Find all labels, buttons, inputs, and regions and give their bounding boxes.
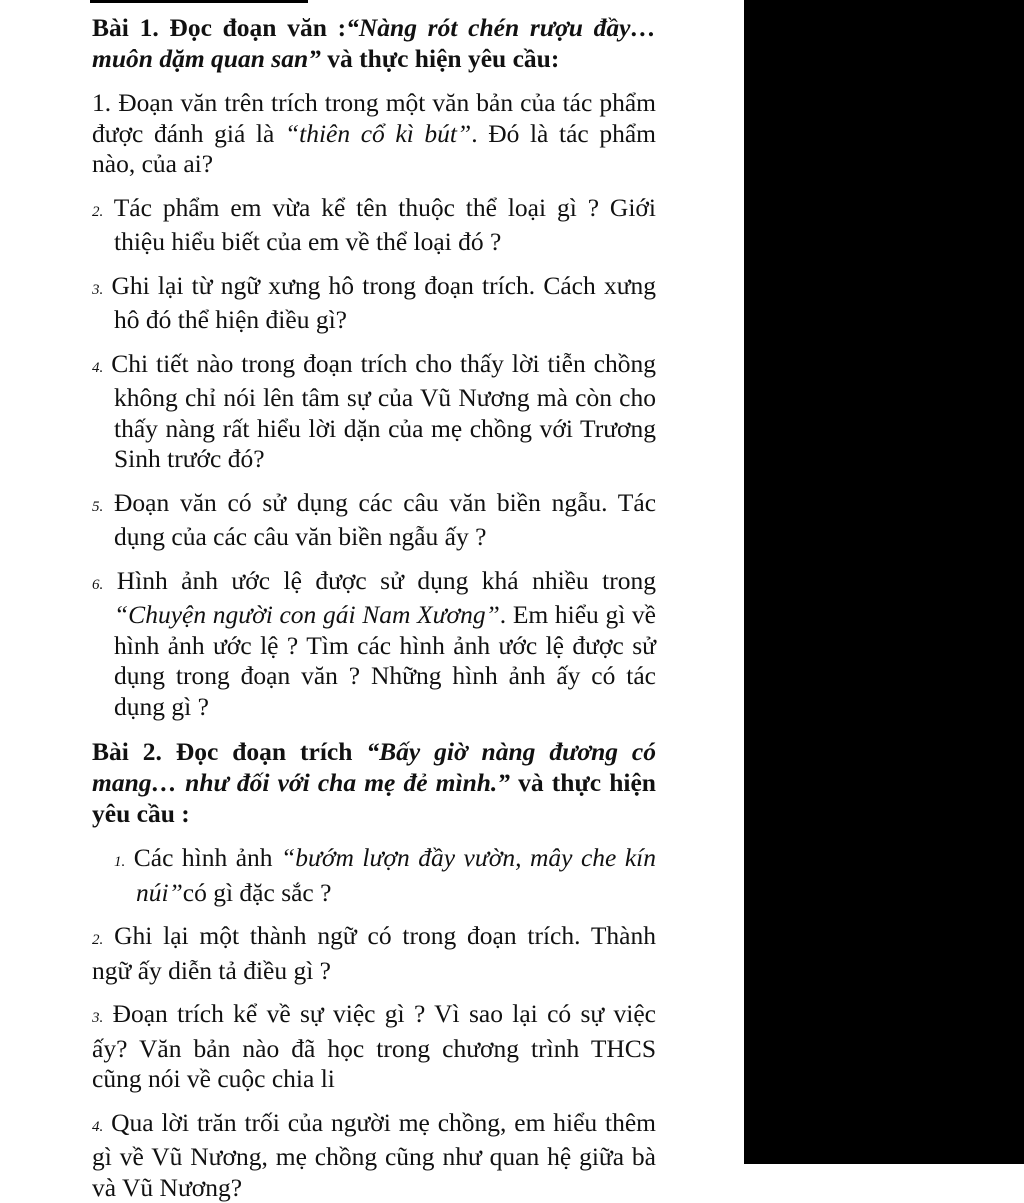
bai1-question-4: 4. Chi tiết nào trong đoạn trích cho thấy lời tiễn chồng không chỉ nói lên tâm sự của Vũ Nương mà còn cho thấy nàng rất hiểu lời dặn của mẹ chồng với Trương Sinh trước đó? bbox=[92, 349, 656, 475]
bai1-question-5: 5. Đoạn văn có sử dụng các câu văn biền ngẫu. Tác dụng của các câu văn biền ngẫu ấy ? bbox=[92, 488, 656, 553]
bai2-heading: Bài 2. Đọc đoạn trích “Bấy giờ nàng đương có mang… như đối với cha mẹ đẻ mình.” và thực hiện yêu cầu : bbox=[92, 736, 656, 829]
bai2-question-4: 4. Qua lời trăn trối của người mẹ chồng, em hiểu thêm gì về Vũ Nương, mẹ chồng cũng như quan hệ giữa bà và Vũ Nương? bbox=[92, 1108, 656, 1203]
black-margin-panel bbox=[744, 0, 1024, 1164]
bai1-question-6: 6. Hình ảnh ước lệ được sử dụng khá nhiều trong “Chuyện người con gái Nam Xương”. Em hiểu gì về hình ảnh ước lệ ? Tìm các hình ảnh ước lệ được sử dụng trong đoạn văn ? Những hình ảnh ấy có tác dụng gì ? bbox=[92, 566, 656, 723]
bai2-question-1: 1. Các hình ảnh “bướm lượn đầy vườn, mây che kín núi”có gì đặc sắc ? bbox=[92, 843, 656, 908]
bai1-question-3: 3. Ghi lại từ ngữ xưng hô trong đoạn trích. Cách xưng hô đó thể hiện điều gì? bbox=[92, 271, 656, 336]
bai2-question-3: 3. Đoạn trích kể về sự việc gì ? Vì sao lại có sự việc ấy? Văn bản nào đã học trong chương trình THCS cũng nói về cuộc chia li bbox=[92, 999, 656, 1095]
document-body bbox=[92, 12, 656, 1203]
top-rule bbox=[90, 0, 308, 3]
bai1-question-1: 1. Đoạn văn trên trích trong một văn bản của tác phẩm được đánh giá là “thiên cổ kì bút”. Đó là tác phẩm nào, của ai? bbox=[92, 88, 656, 180]
bai1-heading: Bài 1. Đọc đoạn văn :“Nàng rót chén rượu đầy… muôn dặm quan san” và thực hiện yêu cầu: bbox=[92, 12, 656, 74]
bai2-question-2: 2. Ghi lại một thành ngữ có trong đoạn trích. Thành ngữ ấy diễn tả điều gì ? bbox=[92, 921, 656, 986]
bai1-question-2: 2. Tác phẩm em vừa kể tên thuộc thể loại gì ? Giới thiệu hiểu biết của em về thể loại đó ? bbox=[92, 193, 656, 258]
